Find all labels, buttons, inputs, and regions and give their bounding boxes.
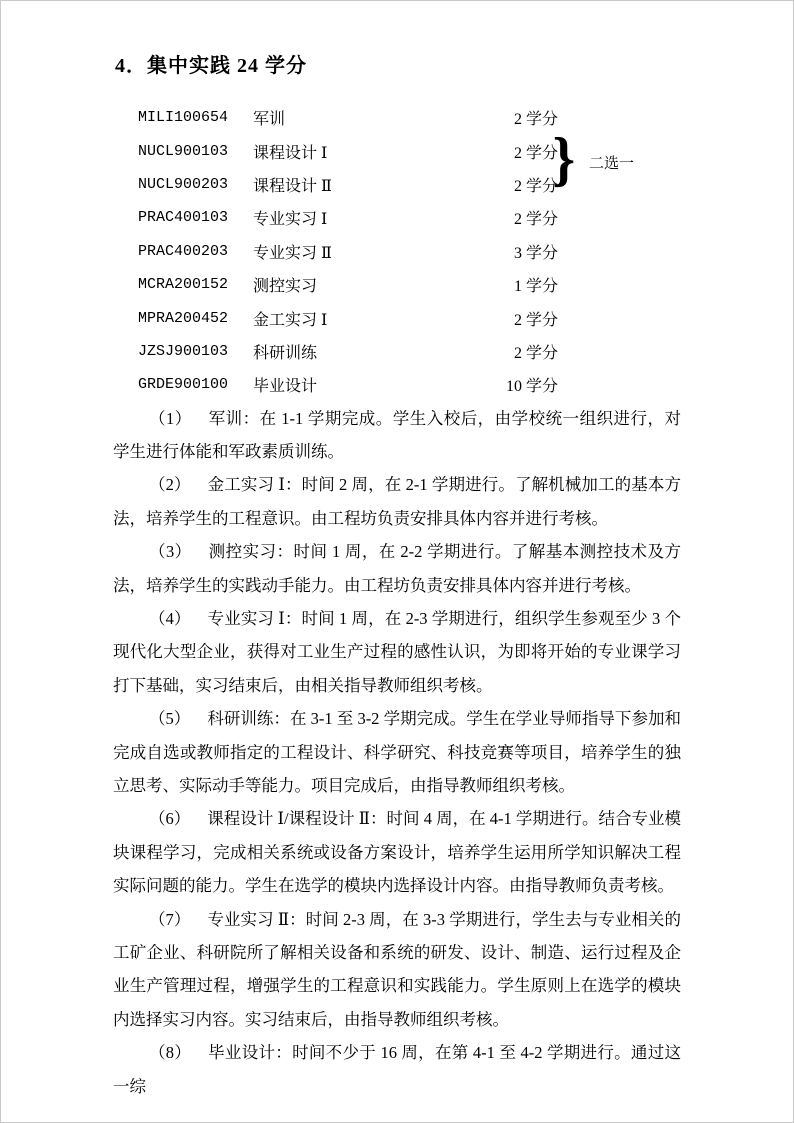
course-row	[138, 301, 558, 334]
course-code: NUCL900103	[138, 142, 229, 160]
paragraph-text: 专业实习 Ⅰ：时间 1 周，在 2-3 学期进行，组织学生参观至少 3 个现代化大型企业，获得对工业生产过程的感性认识，为即将开始的专业课学习打下基础，实习结束后，由相关指导教师组织考核。	[113, 608, 682, 695]
paragraph-number: （2）	[149, 475, 191, 495]
paragraph-text: 专业实习 Ⅱ：时间 2-3 周，在 3-3 学期进行，学生去与专业相关的工矿企业、科研院所了解相关设备和系统的研发、设计、制造、运行过程及企业生产管理过程，增强学生的工程意识和实践能力。学生原则上在选学的模块内选择实习内容。实习结束后，由指导教师组织考核。	[113, 909, 681, 1029]
course-code: MPRA200452	[138, 309, 229, 327]
course-credit: 2 学分	[513, 177, 558, 195]
course-row	[138, 134, 558, 167]
course-row	[138, 335, 558, 368]
course-name: 测控实习	[253, 278, 318, 296]
paragraph-text: 毕业设计：时间不少于 16 周，在第 4-1 至 4-2 学期进行。通过这一综	[113, 1043, 681, 1096]
paragraph-7	[113, 903, 681, 1037]
course-row	[138, 101, 558, 134]
course-descriptions	[113, 402, 681, 1104]
course-code: NUCL900203	[138, 175, 229, 193]
course-code: MCRA200152	[138, 276, 229, 294]
course-name: 军训	[253, 111, 286, 129]
course-row	[138, 268, 558, 301]
paragraph-text: 课程设计 Ⅰ/课程设计 Ⅱ：时间 4 周，在 4-1 学期进行。结合专业模块课程学习，完成相关系统或设备方案设计，培养学生运用所学知识解决工程实际问题的能力。学生在选学的模块内选择设计内容。由指导教师负责考核。	[113, 809, 682, 896]
course-code: GRDE900100	[138, 376, 229, 394]
course-name: 科研训练	[253, 344, 318, 362]
paragraph-number: （8）	[149, 1043, 192, 1063]
paragraph-1	[113, 402, 681, 469]
course-name: 毕业设计	[253, 378, 318, 396]
course-name: 金工实习 Ⅰ	[253, 311, 328, 329]
course-name: 专业实习 Ⅰ	[253, 211, 328, 229]
course-credit: 2 学分	[513, 211, 558, 229]
course-row	[138, 368, 558, 401]
paragraph-3	[113, 535, 681, 602]
paragraph-text: 军训：在 1-1 学期完成。学生入校后，由学校统一组织进行，对学生进行体能和军政素质训练。	[113, 408, 681, 461]
section-title: 4．集中实践 24 学分	[115, 55, 307, 77]
course-credit: 10 学分	[505, 378, 558, 396]
course-name: 课程设计 Ⅰ	[253, 144, 328, 162]
course-code: JZSJ900103	[138, 342, 229, 360]
paragraph-number: （1）	[149, 408, 192, 428]
paragraph-8	[113, 1036, 681, 1103]
curly-brace-icon: }	[552, 126, 576, 192]
course-credit: 3 学分	[513, 244, 558, 262]
paragraph-text: 金工实习 Ⅰ：时间 2 周，在 2-1 学期进行。了解机械加工的基本方法，培养学生的工程意识。由工程坊负责安排具体内容并进行考核。	[113, 475, 682, 528]
course-list	[138, 101, 635, 402]
choice-note-label: 二选一	[589, 156, 635, 172]
paragraph-6	[113, 802, 681, 902]
course-credit: 2 学分	[513, 311, 558, 329]
paragraph-number: （6）	[149, 809, 191, 829]
course-credit: 2 学分	[513, 111, 558, 129]
course-credit: 2 学分	[513, 344, 558, 362]
course-name: 专业实习 Ⅱ	[253, 244, 332, 262]
course-row	[138, 235, 558, 268]
course-credit: 1 学分	[513, 278, 558, 296]
course-row	[138, 201, 558, 234]
course-code: PRAC400203	[138, 242, 229, 260]
course-code: PRAC400103	[138, 209, 229, 227]
paragraph-text: 科研训练：在 3-1 至 3-2 学期完成。学生在学业导师指导下参加和完成自选或教师指定的工程设计、科学研究、科技竞赛等项目，培养学生的独立思考、实际动手等能力。项目完成后，由指导教师组织考核。	[113, 709, 681, 795]
paragraph-number: （7）	[149, 909, 191, 929]
paragraph-number: （5）	[149, 709, 191, 729]
paragraph-4	[113, 602, 681, 702]
course-row	[138, 168, 558, 201]
paragraph-5	[113, 702, 681, 802]
course-code: MILI100654	[138, 109, 229, 127]
course-credit: 2 学分	[513, 144, 558, 162]
paragraph-2	[113, 468, 681, 535]
paragraph-number: （3）	[149, 542, 192, 562]
course-name: 课程设计 Ⅱ	[253, 177, 332, 195]
paragraph-text: 测控实习：时间 1 周，在 2-2 学期进行。了解基本测控技术及方法，培养学生的实践动手能力。由工程坊负责安排具体内容并进行考核。	[113, 542, 681, 595]
paragraph-number: （4）	[149, 608, 191, 628]
